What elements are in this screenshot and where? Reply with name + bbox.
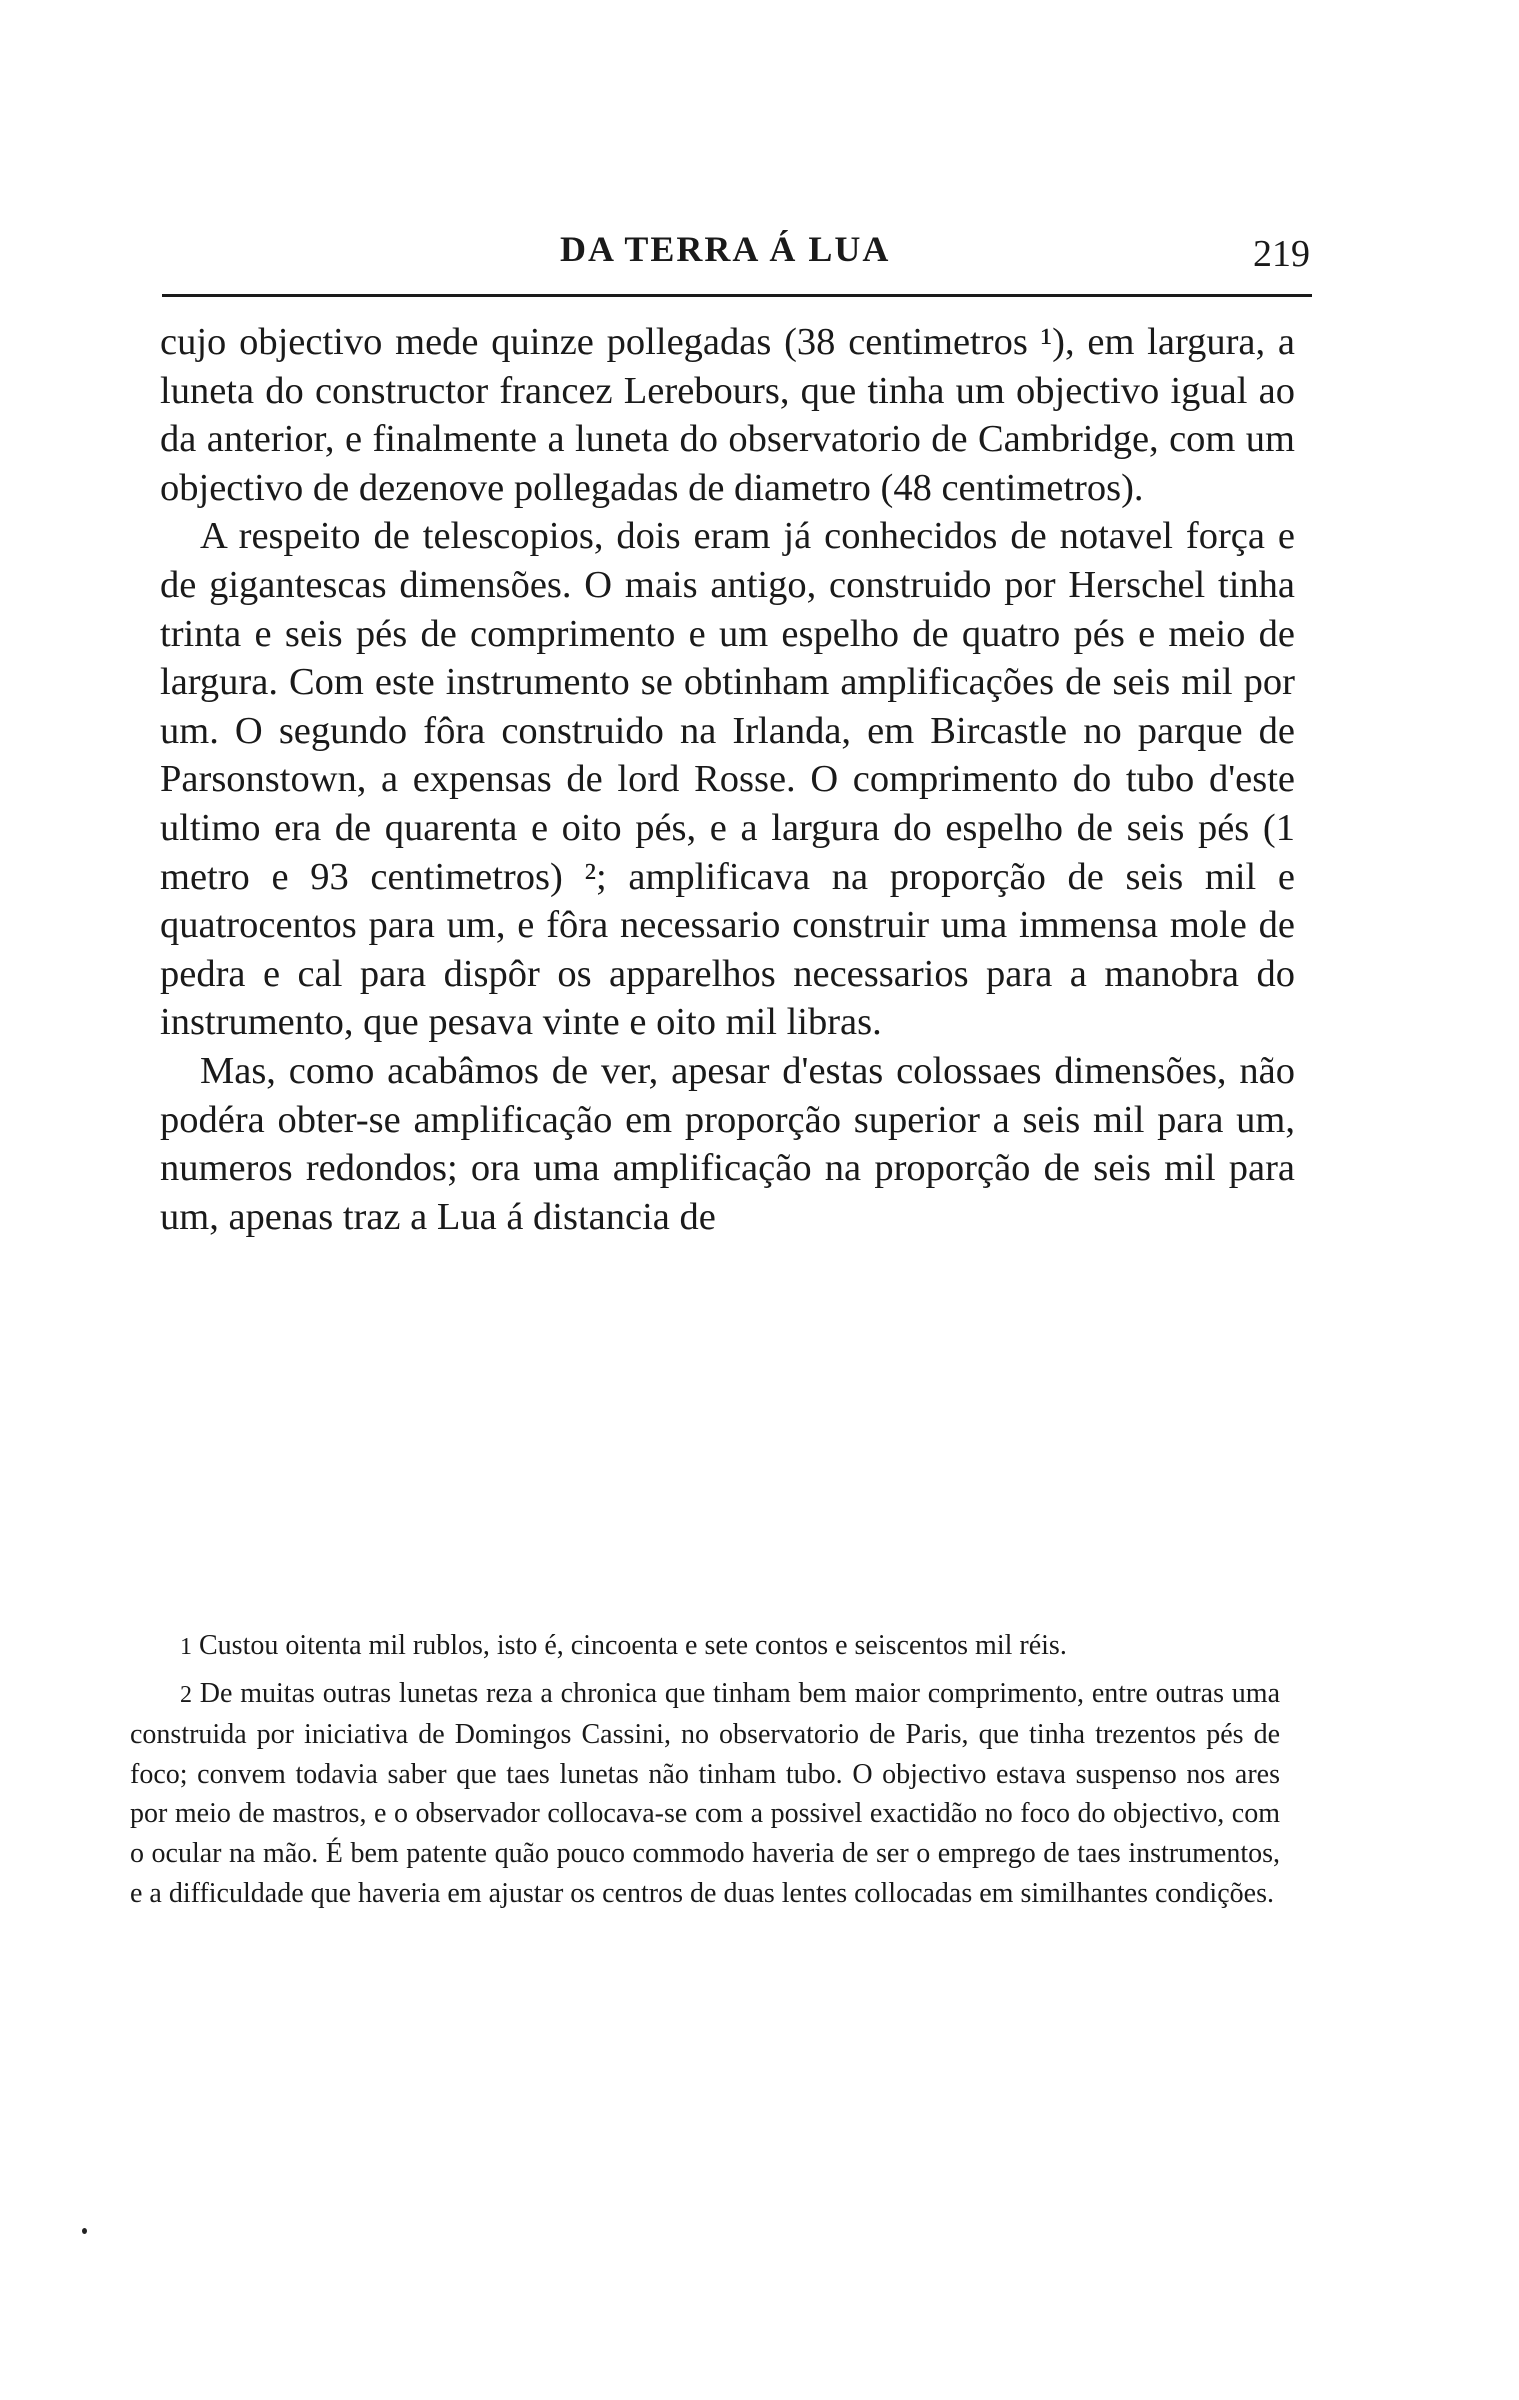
footnote-marker: 1	[180, 1634, 192, 1660]
page-number: 219	[1253, 233, 1310, 275]
footnote-text: De muitas outras lunetas reza a chronica que tinham bem maior comprimento, entre outras uma construida por iniciativa de Domingos Cassini, no observatorio de Paris, que tinha trezentos pés de foco; convem todavia saber que taes lunetas não tinham tubo. O objectivo estava suspenso nos ares por meio de mastros, e o observador collocava-se com a possivel exactidão no foco do objectivo, com o ocular na mão. É bem patente quão pouco commodo haveria de ser o emprego de taes instrumentos, e a difficuldade que haveria em ajustar os centros de duas lentes collocadas em similhantes condições.	[130, 1677, 1280, 1909]
body-text	[160, 318, 1295, 1241]
paragraph-3: Mas, como acabâmos de ver, apesar d'estas colossaes dimensões, não podéra obter-se amplificação em proporção superior a seis mil para um, numeros redondos; ora uma amplificação na proporção de seis mil para um, apenas traz a Lua á distancia de	[160, 1049, 1295, 1238]
page-header	[160, 228, 1310, 288]
footnote-2	[130, 1674, 1280, 1914]
footnotes	[130, 1626, 1280, 1913]
footnote-marker: 2	[180, 1681, 192, 1708]
running-title: DA TERRA Á LUA	[560, 229, 891, 269]
footnote-1	[130, 1626, 1280, 1668]
ink-speck	[82, 2228, 87, 2234]
paragraph-1: cujo objectivo mede quinze pollegadas (38 centimetros ¹), em largura, a luneta do constructor francez Lerebours, que tinha um objectivo igual ao da anterior, e finalmente a luneta do observatorio de Cambridge, com um objectivo de dezenove pollegadas de diametro (48 centimetros).	[160, 321, 1295, 509]
footnote-text: Custou oitenta mil rublos, isto é, cincoenta e sete contos e seiscentos mil réis.	[199, 1630, 1067, 1661]
header-rule	[162, 294, 1312, 297]
paragraph-2: A respeito de telescopios, dois eram já conhecidos de notavel força e de gigantescas dimensões. O mais antigo, construido por Herschel tinha trinta e seis pés de comprimento e um espelho de quatro pés e meio de largura. Com este instrumento se obtinham amplificações de seis mil por um. O segundo fôra construido na Irlanda, em Bircastle no parque de Parsonstown, a expensas de lord Rosse. O comprimento do tubo d'este ultimo era de quarenta e oito pés, e a largura do espelho de seis pés (1 metro e 93 centimetros) ²; amplificava na proporção de seis mil e quatrocentos para um, e fôra necessario construir uma immensa mole de pedra e cal para dispôr os apparelhos necessarios para a manobra do instrumento, que pesava vinte e oito mil libras.	[160, 515, 1295, 1044]
